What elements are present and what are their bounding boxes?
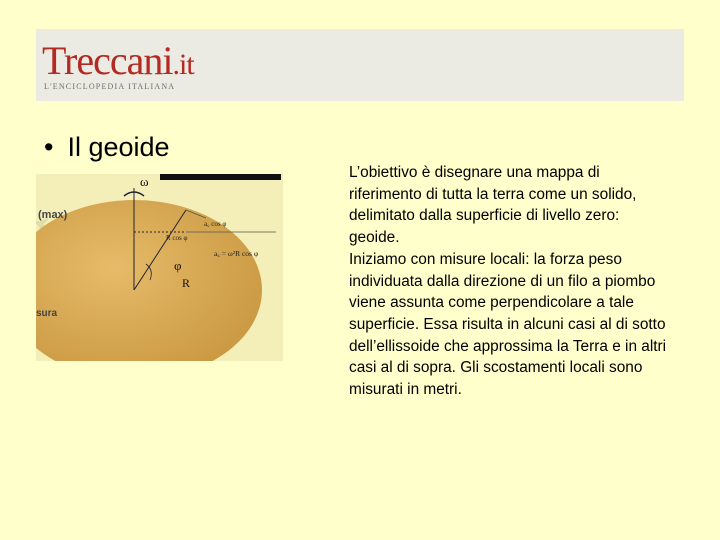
bullet-text: Il geoide [67,132,170,162]
treccani-banner [36,29,684,101]
label-r-cos: R cos φ [166,234,188,242]
label-ac-formula: a꜀ = ω²R cos φ [214,249,259,258]
dark-bar [160,174,281,180]
treccani-logo[interactable] [42,38,194,85]
paragraph-objective: L’obiettivo è disegnare una mappa di riferimento di tutta la terra come un solido, delimitato dalla superficie di livello zero: geoide. [349,164,637,247]
slide-body [349,162,669,401]
logo-tagline: L'ENCICLOPEDIA ITALIANA [44,82,176,91]
logo-tld: .it [172,48,194,81]
label-phi: φ [174,258,182,273]
label-max: (max) [38,209,68,221]
label-r: R [182,276,191,290]
slide-bullet [44,132,170,163]
label-omega: ω [140,174,149,189]
paragraph-measurements: Iniziamo con misure locali: la forza peso individuata dalla direzione di un filo a piombo viene assunta come perpendicolare a tale superficie. Essa risulta in alcuni casi al di sotto dell’ellissoide che approssima la Terra e in altri casi al di sopra. Gli scostamenti locali sono misurati in metri. [349,250,667,399]
logo-name: Treccani [42,38,173,83]
label-ac-cos: a꜀ cos φ [204,220,227,228]
label-sura: sura [36,308,58,319]
geoid-figure [36,174,283,361]
bullet-dot-icon: • [44,132,54,162]
